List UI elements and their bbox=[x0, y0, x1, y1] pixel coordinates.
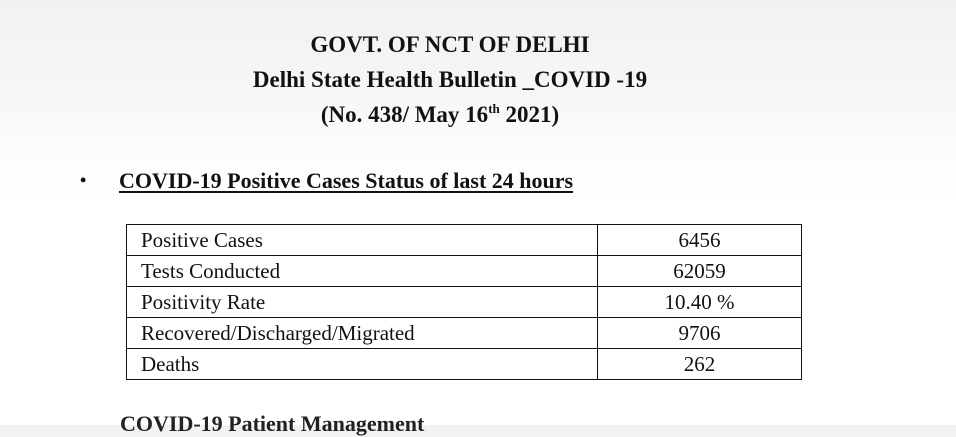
row-value: 62059 bbox=[598, 256, 802, 287]
table-row bbox=[127, 287, 802, 318]
row-label: Deaths bbox=[127, 349, 598, 380]
row-label: Positivity Rate bbox=[127, 287, 598, 318]
bulletin-date-suffix: th bbox=[488, 101, 500, 116]
table-row bbox=[127, 349, 802, 380]
bulletin-number bbox=[0, 97, 890, 132]
bulletin-number-suffix: 2021) bbox=[499, 102, 560, 127]
section-title: COVID-19 Positive Cases Status of last 24 hours bbox=[119, 168, 574, 193]
govt-title: GOVT. OF NCT OF DELHI bbox=[310, 32, 590, 57]
bulletin-header bbox=[0, 27, 900, 132]
table-row bbox=[127, 225, 802, 256]
row-label: Positive Cases bbox=[127, 225, 598, 256]
row-value: 6456 bbox=[598, 225, 802, 256]
next-section-heading-cut-off: COVID-19 Patient Management bbox=[120, 411, 425, 436]
row-value: 262 bbox=[598, 349, 802, 380]
row-value: 10.40 % bbox=[598, 287, 802, 318]
bulletin-number-prefix: (No. 438/ May 16 bbox=[320, 102, 489, 127]
section-heading-positive-cases bbox=[80, 168, 573, 194]
row-label: Recovered/Discharged/Migrated bbox=[127, 318, 598, 349]
bullet-icon: • bbox=[80, 170, 87, 190]
row-value: 9706 bbox=[598, 318, 802, 349]
positive-cases-table bbox=[126, 224, 802, 380]
table-row bbox=[127, 256, 802, 287]
row-label: Tests Conducted bbox=[127, 256, 598, 287]
bulletin-title: Delhi State Health Bulletin _COVID -19 bbox=[252, 67, 648, 92]
table-row bbox=[127, 318, 802, 349]
